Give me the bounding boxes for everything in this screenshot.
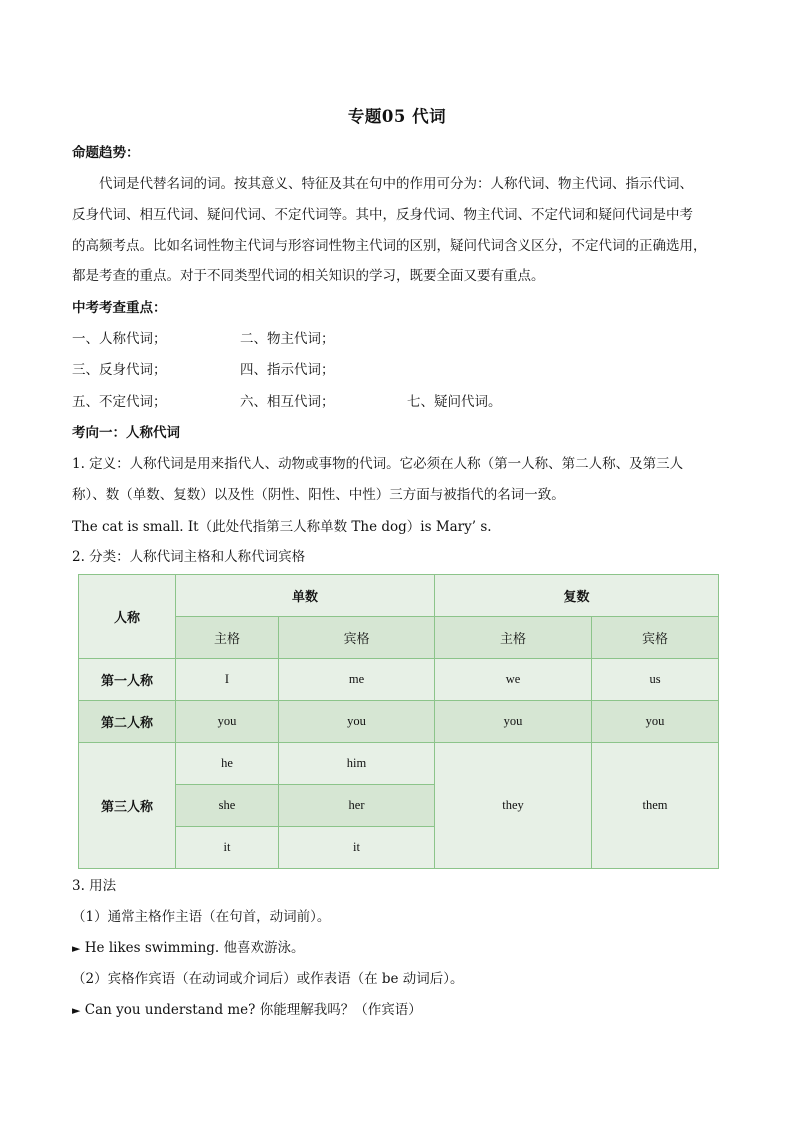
cell-second-sing-obj: you [279, 701, 435, 743]
focus-item-reflexive: 三、反身代词； [72, 362, 167, 378]
cell-second-plur-nom: you [435, 701, 592, 743]
classification-line: 2. 分类：人称代词主格和人称代词宾格 [72, 549, 306, 565]
cell-it: it [176, 827, 279, 869]
arrow-icon: ► [72, 942, 81, 955]
header-plural: 复数 [435, 575, 719, 617]
header-plural-nominative: 主格 [435, 617, 592, 659]
pronoun-table [78, 574, 719, 869]
trend-paragraph-line-3: 的高频考点。比如名词性物主代词与形容词性物主代词的区别，疑问代词含义区分，不定代词的正确选用， [72, 238, 707, 254]
focus-item-interrogative: 七、疑问代词。 [407, 394, 502, 410]
cell-it-objective: it [279, 827, 435, 869]
focus-row-2 [72, 360, 722, 380]
cell-her: her [279, 785, 435, 827]
cell-first-plur-nom: we [435, 659, 592, 701]
focus-item-possessive: 二、物主代词； [240, 331, 335, 347]
cell-she: she [176, 785, 279, 827]
definition-line-1: 1. 定义：人称代词是用来指代人、动物或事物的代词。它必须在人称（第一人称、第二人称、及第三人 [72, 456, 684, 472]
usage-example-2-text: Can you understand me? 你能理解我吗？（作宾语） [84, 1002, 422, 1018]
focus-item-indefinite: 五、不定代词； [72, 394, 167, 410]
trend-paragraph-line-1: 代词是代替名词的词。按其意义、特征及其在句中的作用可分为：人称代词、物主代词、指示代词、 [99, 176, 693, 192]
usage-rule-1: （1）通常主格作主语（在句首，动词前）。 [72, 909, 331, 925]
usage-example-1-text: He likes swimming. 他喜欢游泳。 [84, 940, 305, 956]
row-third-person: 第三人称 [79, 743, 176, 869]
header-person: 人称 [79, 575, 176, 659]
focus-item-demonstrative: 四、指示代词； [240, 362, 335, 378]
trend-heading: 命题趋势： [72, 145, 140, 161]
row-second-person: 第二人称 [79, 701, 176, 743]
cell-first-plur-obj: us [592, 659, 719, 701]
cell-they: they [435, 743, 592, 869]
cell-he: he [176, 743, 279, 785]
header-plural-objective: 宾格 [592, 617, 719, 659]
section1-heading: 考向一：人称代词 [72, 425, 180, 441]
header-singular: 单数 [176, 575, 435, 617]
trend-paragraph-line-2: 反身代词、相互代词、疑问代词、不定代词等。其中，反身代词、物主代词、不定代词和疑问代词是中考 [72, 207, 693, 223]
usage-example-1 [72, 938, 722, 959]
focus-heading: 中考考查重点： [72, 300, 167, 316]
definition-line-2: 称）、数（单数、复数）以及性（阴性、阳性、中性）三方面与被指代的名词一致。 [72, 487, 565, 503]
example-sentence: The cat is small. It（此处代指第三人称单数 The dog）is Mary’ s. [72, 519, 492, 535]
header-singular-nominative: 主格 [176, 617, 279, 659]
cell-them: them [592, 743, 719, 869]
usage-example-2 [72, 1000, 722, 1021]
cell-second-sing-nom: you [176, 701, 279, 743]
focus-row-3 [72, 392, 722, 412]
row-first-person: 第一人称 [79, 659, 176, 701]
cell-first-sing-obj: me [279, 659, 435, 701]
page-title: 专题05 代词 [347, 107, 447, 126]
usage-heading: 3. 用法 [72, 878, 117, 894]
usage-rule-2: （2）宾格作宾语（在动词或介词后）或作表语（在 be 动词后）。 [72, 971, 464, 987]
cell-him: him [279, 743, 435, 785]
header-singular-objective: 宾格 [279, 617, 435, 659]
arrow-icon: ► [72, 1004, 81, 1017]
cell-second-plur-obj: you [592, 701, 719, 743]
trend-paragraph-line-4: 都是考查的重点。对于不同类型代词的相关知识的学习，既要全面又要有重点。 [72, 268, 545, 284]
cell-first-sing-nom: I [176, 659, 279, 701]
focus-item-reciprocal: 六、相互代词； [240, 394, 335, 410]
focus-item-personal: 一、人称代词； [72, 331, 167, 347]
focus-row-1 [72, 329, 722, 349]
